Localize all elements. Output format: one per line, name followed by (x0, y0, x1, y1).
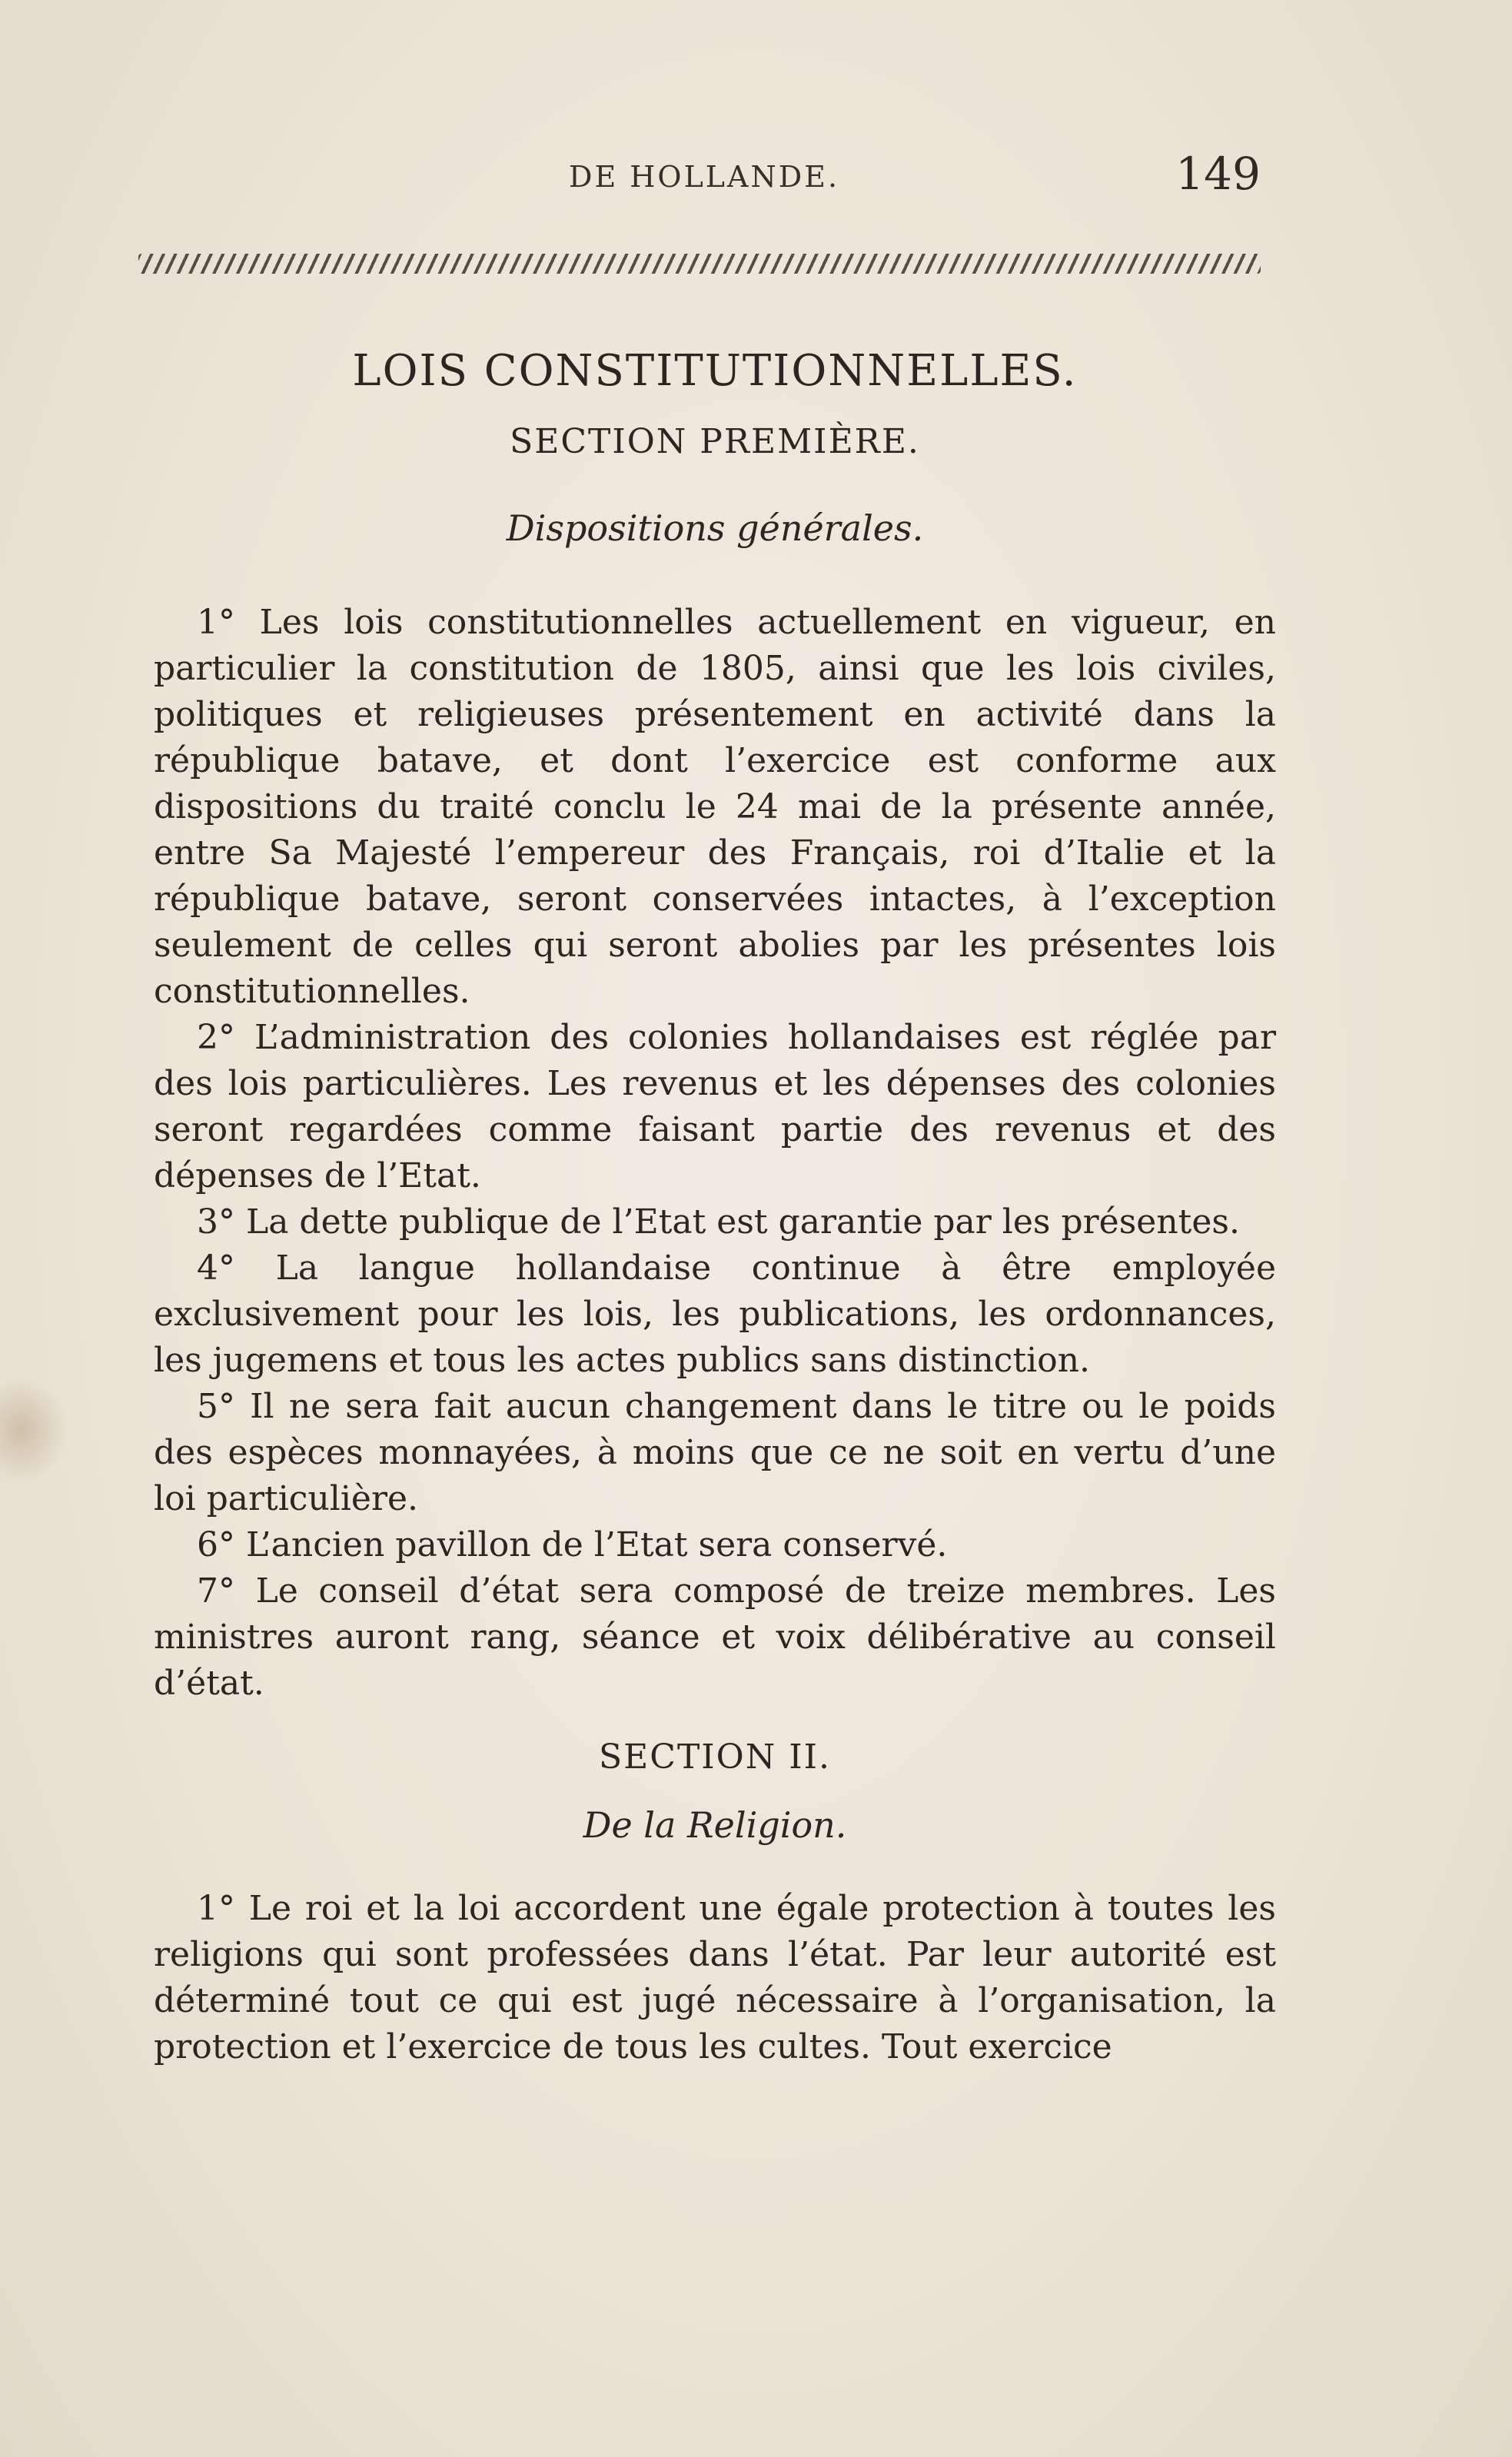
decorative-rule (138, 254, 1261, 274)
paragraph: 1° Les lois constitutionnelles actuellement en vigueur, en particulier la constitution de 1805, ainsi que les lois civiles, politiques et religieuses présentement en activité dans la république batave, et dont l’exercice est conforme aux dispositions du traité conclu le 24 mai de la présente année, entre Sa Majesté l’empereur des Français, roi d’Italie et la république batave, seront conservées intactes, à l’exception seulement de celles qui seront abolies par les présentes lois constitutionnelles. (154, 603, 1276, 1011)
page-body (154, 315, 1276, 2070)
page-number: 149 (1175, 148, 1261, 200)
paragraph: 7° Le conseil d’état sera composé de treize membres. Les ministres auront rang, séance et voix délibérative au conseil d’état. (154, 1571, 1276, 1703)
paragraph: 3° La dette publique de l’Etat est garantie par les présentes. (197, 1202, 1240, 1242)
main-title: LOIS CONSTITUTIONNELLES. (352, 346, 1078, 396)
paper-stain (0, 1376, 69, 1484)
paragraph: 4° La langue hollandaise continue à être employée exclusivement pour les lois, les publications, les ordonnances, les jugemens et tous les actes publics sans distinction. (154, 1248, 1276, 1380)
paragraph: 6° L’ancien pavillon de l’Etat sera conservé. (197, 1525, 948, 1564)
paragraph: 1° Le roi et la loi accordent une égale protection à toutes les religions qui sont professées dans l’état. Par leur autorité est déterminé tout ce qui est jugé nécessaire à l’organisation, la protection et l’exercice de tous les cultes. Tout exercice (154, 1889, 1276, 2066)
paragraph: 5° Il ne sera fait aucun changement dans le titre ou le poids des espèces monnayées, à moins que ce ne soit en vertu d’une loi particulière. (154, 1387, 1276, 1518)
page-header (154, 146, 1261, 215)
paragraph: 2° L’administration des colonies hollandaises est réglée par des lois particulières. Les revenus et les dépenses des colonies seront regardées comme faisant partie des revenus et des dépenses de l’Etat. (154, 1018, 1276, 1195)
subsection-title: Dispositions générales. (506, 507, 924, 549)
section-title: SECTION PREMIÈRE. (510, 422, 920, 461)
section-title: SECTION II. (599, 1737, 831, 1777)
subsection-title: De la Religion. (583, 1804, 847, 1846)
running-head: DE HOLLANDE. (569, 160, 840, 194)
